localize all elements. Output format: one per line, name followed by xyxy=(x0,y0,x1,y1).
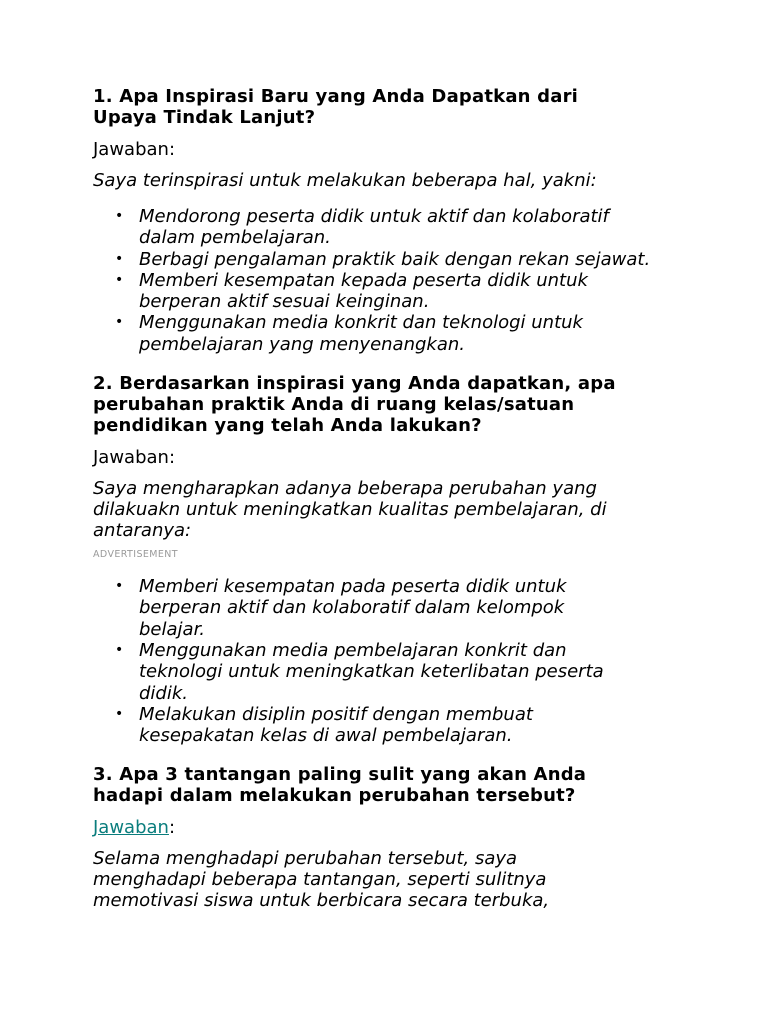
list-item-text: Menggunakan media pembelajaran konkrit dan teknologi untuk meningkatkan keterlibatan peserta didik. xyxy=(139,639,604,704)
list-item xyxy=(93,206,653,249)
list-item xyxy=(93,312,653,355)
bullet-icon: • xyxy=(115,208,124,224)
bullet-icon: • xyxy=(115,578,124,595)
answer-intro-3: Selama menghadapi perubahan tersebut, saya menghadapi beberapa tantangan, seperti sulitnya memotivasi siswa untuk berbicara secara terbuka, xyxy=(93,848,550,912)
list-item-text: Memberi kesempatan pada peserta didik untuk berperan aktif dan kolaboratif dalam kelompok belajar. xyxy=(139,576,567,640)
answer-link[interactable]: Jawaban xyxy=(93,817,169,839)
list-item xyxy=(93,270,653,313)
list-item xyxy=(93,640,633,704)
question-3-heading: 3. Apa 3 tantangan paling sulit yang akan Anda hadapi dalam melakukan perubahan tersebut? xyxy=(93,764,587,807)
bullet-icon: • xyxy=(115,271,124,288)
answer-label-3 xyxy=(93,817,673,838)
list-item-text: Berbagi pengalaman praktik baik dengan rekan sejawat. xyxy=(139,248,651,270)
document-page xyxy=(93,86,673,911)
list-item xyxy=(93,576,633,640)
list-item xyxy=(93,704,633,747)
list-item xyxy=(93,249,653,270)
bullet-icon: • xyxy=(115,641,124,658)
answer-list-1 xyxy=(93,206,653,355)
list-item-text: Menggunakan media konkrit dan teknologi untuk pembelajaran yang menyenangkan. xyxy=(139,312,583,355)
bullet-icon: • xyxy=(115,250,124,267)
answer-intro-1: Saya terinspirasi untuk melakukan beberapa hal, yakni: xyxy=(93,170,597,191)
list-item-text: Melakukan disiplin positif dengan membuat kesepakatan kelas di awal pembelajaran. xyxy=(139,703,533,747)
advertisement-label: ADVERTISEMENT xyxy=(93,549,179,561)
list-item-text: Mendorong peserta didik untuk aktif dan kolaboratif dalam pembelajaran. xyxy=(139,206,609,249)
answer-label-1: Jawaban: xyxy=(93,139,176,160)
answer-label-2: Jawaban: xyxy=(93,447,176,469)
list-item-text: Memberi kesempatan kepada peserta didik untuk berperan aktif sesuai keinginan. xyxy=(139,269,588,313)
bullet-icon: • xyxy=(115,314,124,331)
answer-list-2 xyxy=(93,576,633,746)
question-1-heading: 1. Apa Inspirasi Baru yang Anda Dapatkan dari Upaya Tindak Lanjut? xyxy=(93,86,579,128)
question-2-heading: 2. Berdasarkan inspirasi yang Anda dapatkan, apa perubahan praktik Anda di ruang kelas/satuan pendidikan yang telah Anda lakukan? xyxy=(93,373,616,437)
answer-intro-2: Saya mengharapkan adanya beberapa perubahan yang dilakuakn untuk meningkatkan kualitas pembelajaran, di antaranya: xyxy=(93,478,607,542)
bullet-icon: • xyxy=(115,705,124,722)
answer-suffix: : xyxy=(168,817,176,839)
